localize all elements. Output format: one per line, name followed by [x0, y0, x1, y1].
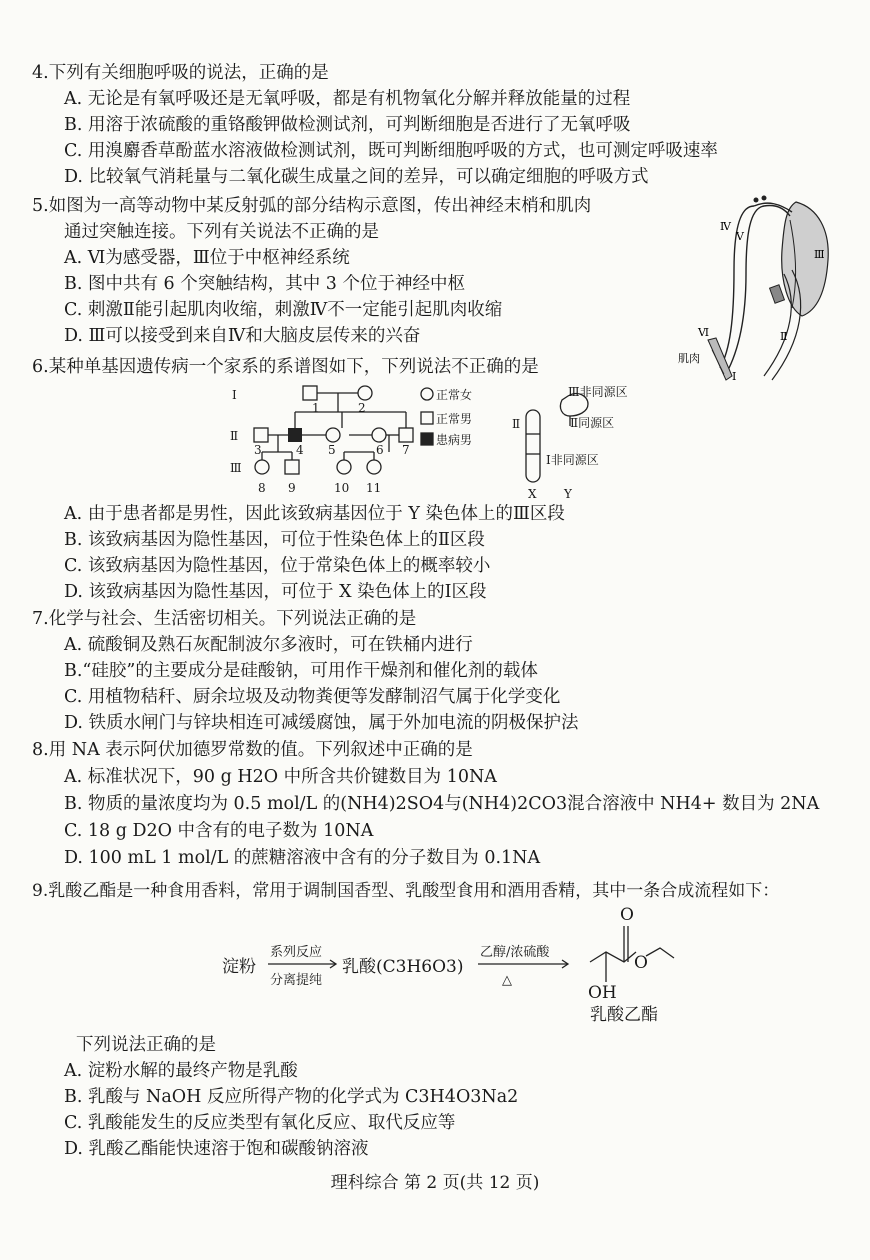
fig-label-iii: Ⅲ [814, 248, 825, 261]
q7-option-c: C. 用植物秸秆、厨余垃圾及动物粪便等发酵制沼气属于化学变化 [64, 687, 561, 707]
q7-stem: 7.化学与社会、生活密切相关。下列说法正确的是 [32, 609, 417, 629]
flow-r1-top: 系列反应 [270, 945, 323, 960]
q4-option-b: B. 用溶于浓硫酸的重铬酸钾做检测试剂，可判断细胞是否进行了无氧呼吸 [64, 115, 631, 135]
q4-stem: 4.下列有关细胞呼吸的说法，正确的是 [32, 63, 329, 83]
q9-stem-2: 下列说法正确的是 [76, 1035, 216, 1055]
pedigree-num-6: 6 [376, 443, 384, 457]
q6-option-b: B. 该致病基因为隐性基因，可位于性染色体上的Ⅱ区段 [64, 530, 485, 550]
flow-oh: OH [588, 983, 617, 1003]
q6-option-d: D. 该致病基因为隐性基因，可位于 X 染色体上的Ⅰ区段 [64, 582, 487, 602]
pedigree-num-11: 11 [366, 481, 382, 495]
chrom-y-label: Y [564, 487, 572, 501]
synthesis-flow-figure [218, 904, 688, 1024]
pedigree-num-1: 1 [312, 401, 320, 415]
flow-carbonyl-o: O [620, 905, 634, 925]
flow-mid: 乳酸(C3H6O3) [342, 957, 464, 977]
page-footer: 理科综合 第 2 页(共 12 页) [330, 1173, 540, 1193]
chrom-x-label: X [528, 487, 537, 501]
pedigree-gen-ii: Ⅱ [230, 429, 239, 443]
q5-option-b: B. 图中共有 6 个突触结构，其中 3 个位于神经中枢 [64, 274, 466, 294]
flow-r1-bottom: 分离提纯 [270, 973, 323, 988]
flow-r2-bottom: △ [502, 973, 512, 988]
q9-option-b: B. 乳酸与 NaOH 反应所得产物的化学式为 C3H4O3Na2 [64, 1087, 519, 1107]
pedigree-num-4: 4 [296, 443, 304, 457]
q4-option-a: A. 无论是有氧呼吸还是无氧呼吸，都是有机物氧化分解并释放能量的过程 [64, 89, 631, 109]
fig-label-v: Ⅴ [736, 230, 744, 243]
q6-stem: 6.某种单基因遗传病一个家系的系谱图如下，下列说法不正确的是 [32, 357, 539, 377]
q8-option-b: B. 物质的量浓度均为 0.5 mol/L 的(NH4)2SO4与(NH4)2CO3混合溶液中 NH4+ 数目为 2NA [64, 794, 820, 814]
pedigree-num-8: 8 [258, 481, 266, 495]
q7-option-d: D. 铁质水闸门与锌块相连可减缓腐蚀，属于外加电流的阴极保护法 [64, 713, 579, 733]
legend-affected-male: 患病男 [436, 433, 473, 447]
q9-stem: 9.乳酸乙酯是一种食用香料，常用于调制国香型、乳酸型食用和酒用香精，其中一条合成流程如下： [32, 881, 780, 901]
q9-option-a: A. 淀粉水解的最终产物是乳酸 [64, 1061, 298, 1081]
chrom-region-iii: Ⅲ非同源区 [568, 385, 628, 399]
pedigree-gen-i: Ⅰ [232, 388, 237, 402]
q5-stem-1: 5.如图为一高等动物中某反射弧的部分结构示意图，传出神经末梢和肌肉 [32, 196, 592, 216]
pedigree-num-10: 10 [334, 481, 350, 495]
flow-r2-top: 乙醇/浓硫酸 [480, 945, 550, 960]
fig-label-i: Ⅰ [732, 370, 737, 383]
fig-label-muscle: 肌肉 [678, 352, 700, 365]
pedigree-gen-iii: Ⅲ [230, 461, 242, 475]
pedigree-num-3: 3 [254, 443, 262, 457]
q5-option-c: C. 刺激Ⅱ能引起肌肉收缩，刺激Ⅳ不一定能引起肌肉收缩 [64, 300, 503, 320]
q4-option-c: C. 用溴麝香草酚蓝水溶液做检测试剂，既可判断细胞呼吸的方式，也可测定呼吸速率 [64, 141, 718, 161]
legend-normal-female: 正常女 [436, 388, 473, 402]
q7-option-b: B.“硅胶”的主要成分是硅酸钠，可用作干燥剂和催化剂的载体 [64, 661, 538, 681]
q9-option-d: D. 乳酸乙酯能快速溶于饱和碳酸钠溶液 [64, 1139, 369, 1159]
q5-option-d: D. Ⅲ可以接受到来自Ⅳ和大脑皮层传来的兴奋 [64, 326, 421, 346]
pedigree-num-9: 9 [288, 481, 296, 495]
q9-option-c: C. 乳酸能发生的反应类型有氧化反应、取代反应等 [64, 1113, 456, 1133]
flow-product: 乳酸乙酯 [590, 1005, 658, 1024]
legend-normal-male: 正常男 [436, 412, 473, 426]
q7-option-a: A. 硫酸铜及熟石灰配制波尔多液时，可在铁桶内进行 [64, 635, 473, 655]
pedigree-num-2: 2 [358, 401, 366, 415]
q8-option-c: C. 18 g D2O 中含有的电子数为 10NA [64, 821, 374, 841]
pedigree-figure [228, 382, 648, 502]
q8-option-a: A. 标准状况下，90 g H2O 中所含共价键数目为 10NA [64, 767, 497, 787]
fig-label-vi: Ⅵ [698, 326, 710, 339]
q6-option-c: C. 该致病基因为隐性基因，位于常染色体上的概率较小 [64, 556, 491, 576]
q5-stem-2: 通过突触连接。下列有关说法不正确的是 [64, 222, 379, 242]
chrom-region-ii: Ⅱ同源区 [570, 416, 615, 430]
pedigree-num-7: 7 [402, 443, 410, 457]
q8-option-d: D. 100 mL 1 mol/L 的蔗糖溶液中含有的分子数目为 0.1NA [64, 848, 541, 868]
fig-label-ii: Ⅱ [780, 330, 788, 343]
q5-option-a: A. Ⅵ为感受器，Ⅲ位于中枢神经系统 [64, 248, 350, 268]
flow-ester-o: O [634, 953, 648, 973]
chrom-region-i: Ⅰ非同源区 [546, 453, 599, 467]
fig-label-iv: Ⅳ [720, 220, 731, 233]
pedigree-num-5: 5 [328, 443, 336, 457]
q6-option-a: A. 由于患者都是男性，因此该致病基因位于 Y 染色体上的Ⅲ区段 [64, 504, 565, 524]
reflex-arc-figure [668, 190, 838, 390]
q8-stem: 8.用 NA 表示阿伏加德罗常数的值。下列叙述中正确的是 [32, 740, 473, 760]
chrom-left-ii: Ⅱ [512, 417, 521, 431]
flow-start: 淀粉 [222, 957, 256, 977]
q4-option-d: D. 比较氧气消耗量与二氧化碳生成量之间的差异，可以确定细胞的呼吸方式 [64, 167, 649, 187]
